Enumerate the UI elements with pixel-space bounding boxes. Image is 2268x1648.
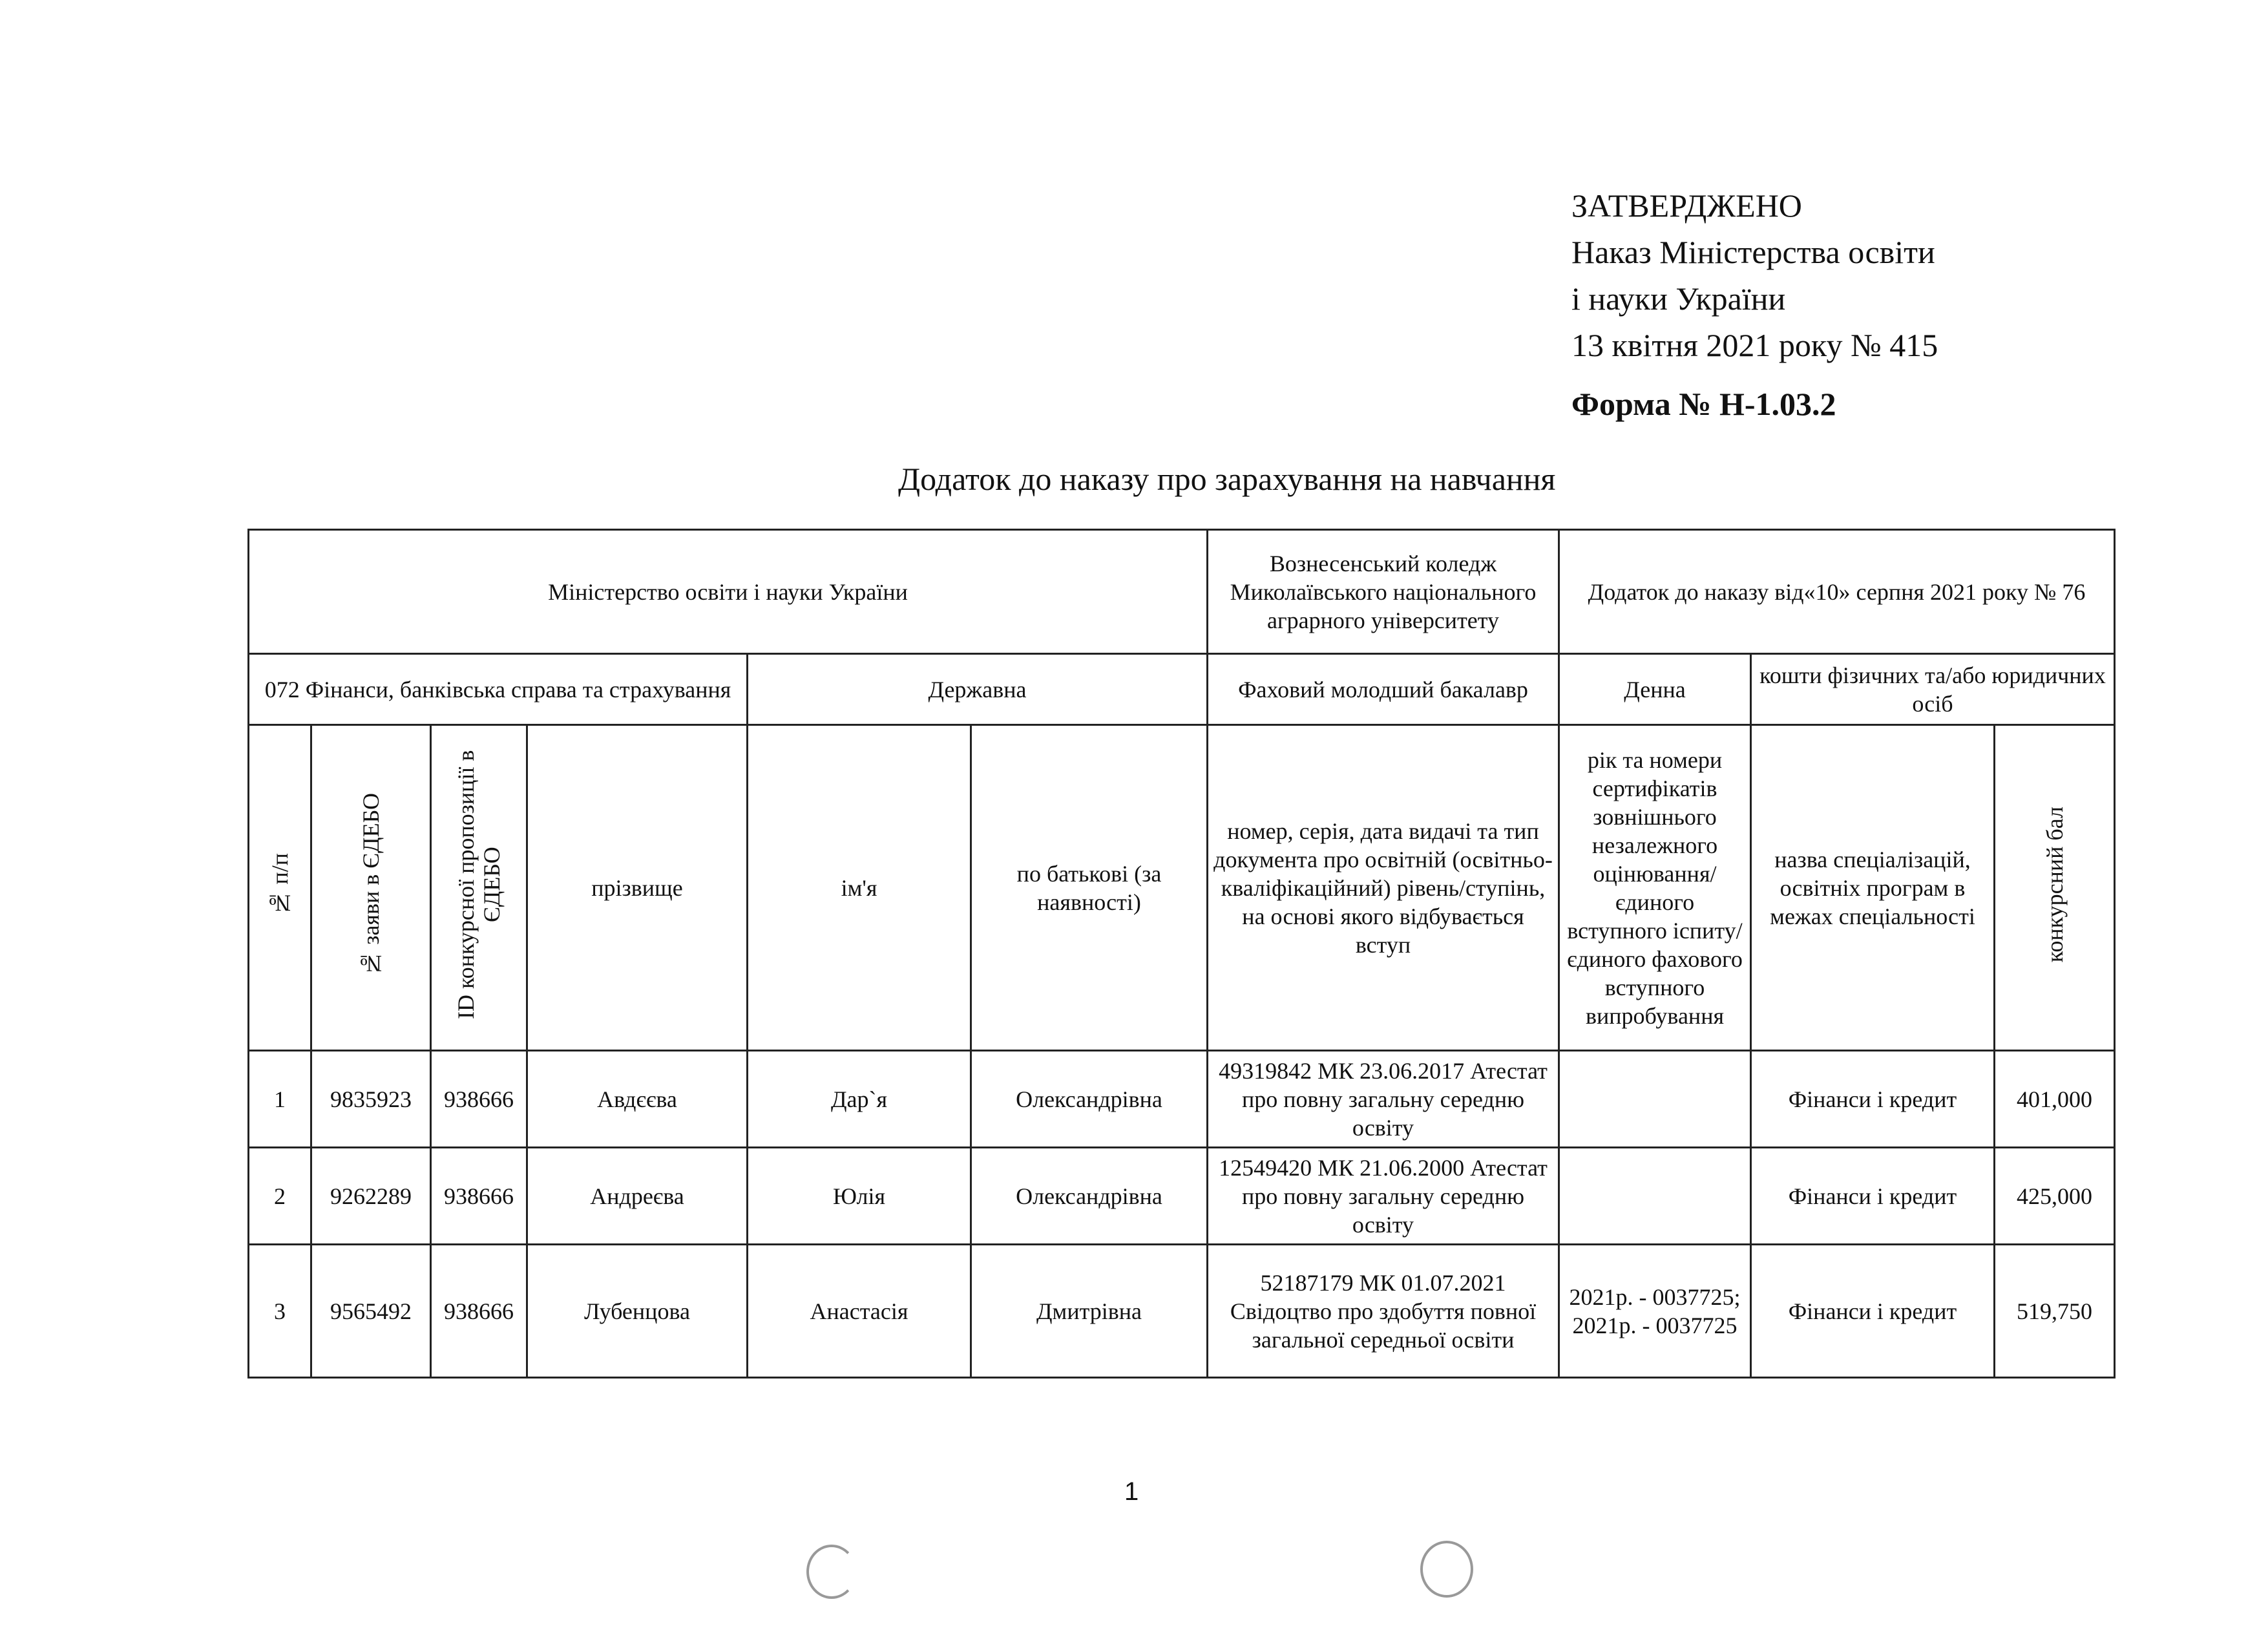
row-number: 3: [249, 1245, 311, 1378]
first-name: Анастасія: [748, 1245, 971, 1378]
education-document: 49319842 МК 23.06.2017 Атестат про повну загальну середню освіту: [1208, 1051, 1559, 1148]
application-number: 9835923: [311, 1051, 431, 1148]
approval-ministry-line: і науки України: [1571, 280, 1786, 317]
col-header-offer-id-text: ID конкурсної пропозиції в ЄДЕБО: [453, 750, 505, 1019]
approval-heading: ЗАТВЕРДЖЕНО: [1571, 187, 1802, 224]
col-header-score-text: конкурсний бал: [2041, 806, 2068, 963]
col-header-name: ім'я: [748, 725, 971, 1051]
first-name: Дар`я: [748, 1051, 971, 1148]
table-row: [249, 1148, 2115, 1245]
punch-hole-right: [1420, 1541, 1473, 1598]
header-row-1: [249, 530, 2115, 654]
ministry-cell: Міністерство освіти і науки України: [249, 530, 1208, 654]
col-header-score: [1995, 725, 2115, 1051]
table-row: [249, 1245, 2115, 1378]
page-number: 1: [1124, 1477, 1139, 1506]
specialization: Фінанси і кредит: [1751, 1245, 1995, 1378]
row-number: 1: [249, 1051, 311, 1148]
col-header-application: [311, 725, 431, 1051]
approval-block: [1571, 182, 2153, 368]
offer-id: 938666: [431, 1245, 527, 1378]
surname: Андреєва: [527, 1148, 748, 1245]
certificates: 2021р. - 0037725; 2021р. - 0037725: [1559, 1245, 1751, 1378]
study-form-cell: Денна: [1559, 654, 1751, 725]
header-row-2: [249, 654, 2115, 725]
column-header-row: [249, 725, 2115, 1051]
offer-id: 938666: [431, 1148, 527, 1245]
specialty-cell: 072 Фінанси, банківська справа та страхування: [249, 654, 748, 725]
degree-cell: Фаховий молодший бакалавр: [1208, 654, 1559, 725]
surname: Лубенцова: [527, 1245, 748, 1378]
col-header-surname: прізвище: [527, 725, 748, 1051]
institution-cell: Вознесенський коледж Миколаївського національного аграрного університету: [1208, 530, 1559, 654]
col-header-offer-id: [431, 725, 527, 1051]
punch-hole-left: [806, 1545, 857, 1599]
offer-id: 938666: [431, 1051, 527, 1148]
document-title: Додаток до наказу про зарахування на навчання: [898, 461, 1556, 497]
funding-cell: кошти фізичних та/або юридичних осіб: [1751, 654, 2115, 725]
certificates: [1559, 1148, 1751, 1245]
certificates: [1559, 1051, 1751, 1148]
col-header-num: [249, 725, 311, 1051]
order-reference-cell: Додаток до наказу від«10» серпня 2021 року № 76: [1559, 530, 2115, 654]
col-header-specialization: назва спеціалізацій, освітніх програм в межах спеціальності: [1751, 725, 1995, 1051]
form-number: Форма № Н-1.03.2: [1571, 386, 1836, 422]
competitive-score: 519,750: [1995, 1245, 2115, 1378]
row-number: 2: [249, 1148, 311, 1245]
application-number: 9565492: [311, 1245, 431, 1378]
col-header-num-text: № п/п: [267, 852, 293, 916]
competitive-score: 425,000: [1995, 1148, 2115, 1245]
ownership-cell: Державна: [748, 654, 1208, 725]
education-document: 52187179 МК 01.07.2021 Свідоцтво про здобуття повної загальної середньої освіти: [1208, 1245, 1559, 1378]
approval-order-line: Наказ Міністерства освіти: [1571, 234, 1935, 270]
col-header-document: номер, серія, дата видачі та тип документа про освітній (освітньо-кваліфікаційний) рівень/ступінь, на основі якого відбувається вступ: [1208, 725, 1559, 1051]
patronymic: Олександрівна: [971, 1148, 1208, 1245]
patronymic: Дмитрівна: [971, 1245, 1208, 1378]
table-row: [249, 1051, 2115, 1148]
col-header-patronymic: по батькові (за наявності): [971, 725, 1208, 1051]
application-number: 9262289: [311, 1148, 431, 1245]
col-header-certificates: рік та номери сертифікатів зовнішнього незалежного оцінювання/ єдиного вступного іспиту/ єдиного фахового вступного випробування: [1559, 725, 1751, 1051]
enrollment-table: [247, 529, 2116, 1379]
patronymic: Олександрівна: [971, 1051, 1208, 1148]
competitive-score: 401,000: [1995, 1051, 2115, 1148]
specialization: Фінанси і кредит: [1751, 1148, 1995, 1245]
first-name: Юлія: [748, 1148, 971, 1245]
specialization: Фінанси і кредит: [1751, 1051, 1995, 1148]
approval-date-line: 13 квітня 2021 року № 415: [1571, 327, 1938, 363]
col-header-application-text: № заяви в ЄДЕБО: [358, 792, 384, 977]
education-document: 12549420 МК 21.06.2000 Атестат про повну загальну середню освіту: [1208, 1148, 1559, 1245]
surname: Авдєєва: [527, 1051, 748, 1148]
